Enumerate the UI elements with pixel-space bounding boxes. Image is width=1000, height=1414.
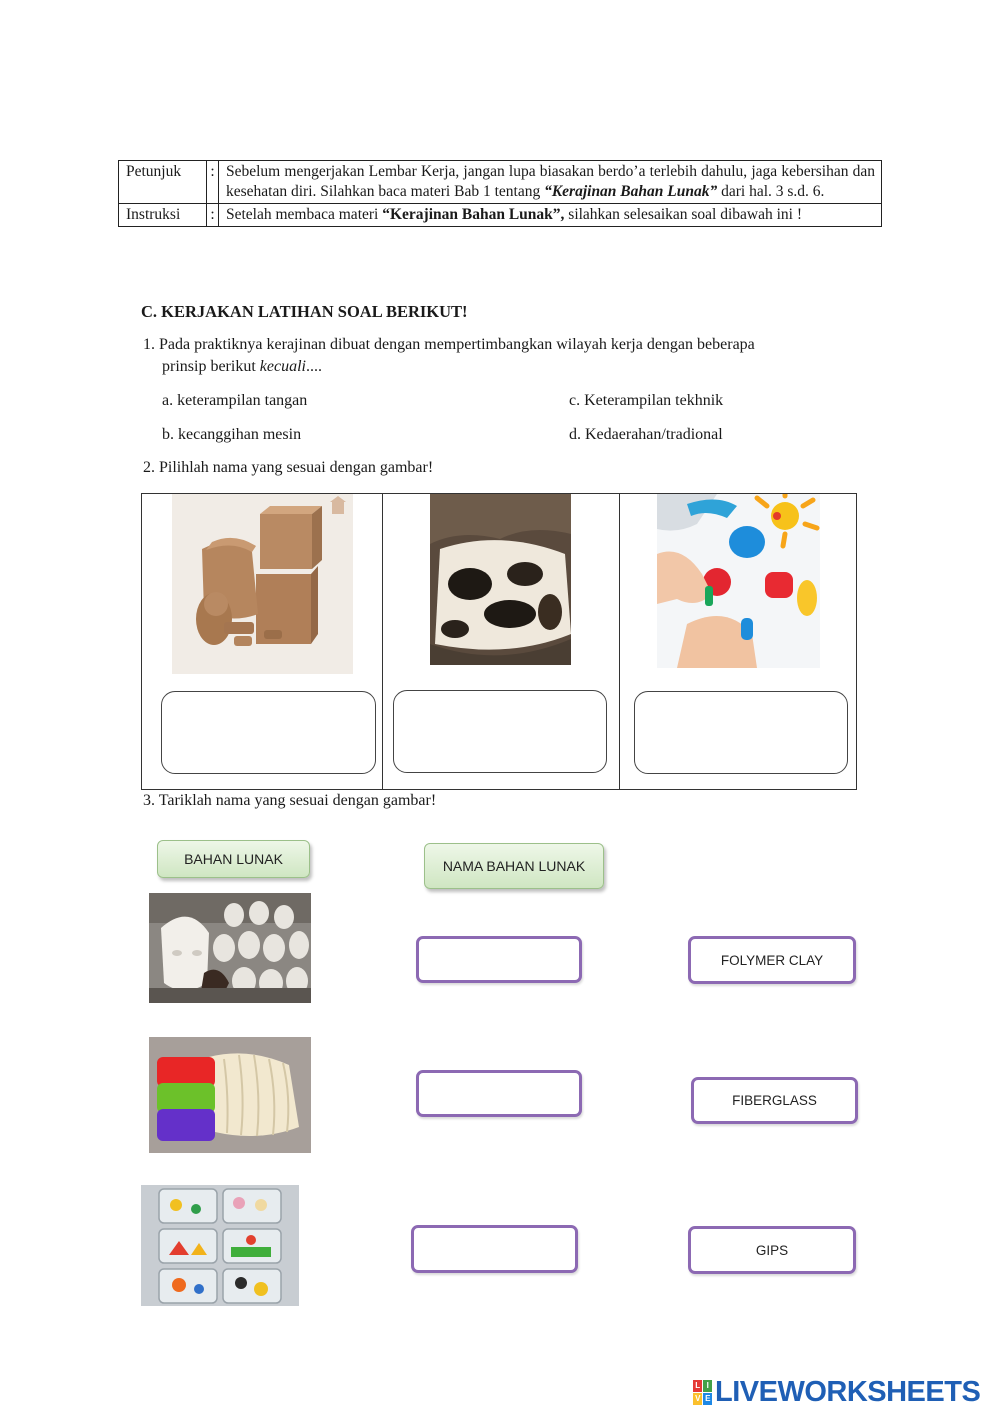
q1-line1: 1. Pada praktiknya kerajinan dibuat dengan mempertimbangkan wilayah kerja dengan beberapa	[143, 336, 755, 353]
instruction-table	[118, 160, 882, 227]
bahan-lunak-header: BAHAN LUNAK	[157, 840, 310, 878]
answer-box-1[interactable]	[161, 691, 376, 774]
option-gips[interactable]: GIPS	[688, 1226, 856, 1274]
instruksi-text: Setelah membaca materi “Kerajinan Bahan Lunak”, silahkan selesaikan soal dibawah ini !	[219, 204, 882, 227]
q1-option-b[interactable]: b. kecanggihan mesin	[162, 426, 302, 443]
leather-hide-image	[430, 494, 571, 665]
answer-box-2[interactable]	[393, 690, 607, 773]
q3-text: 3. Tariklah nama yang sesuai dengan gambar!	[143, 792, 437, 809]
resin-crafts-image	[141, 1185, 299, 1306]
q1-line2: prinsip berikut kecuali....	[162, 358, 322, 375]
answer-drop-1[interactable]	[416, 936, 582, 983]
plaster-masks-image	[149, 893, 311, 1003]
answer-drop-2[interactable]	[416, 1070, 582, 1117]
picture-grid	[141, 493, 857, 790]
clay-blocks-image	[172, 494, 353, 674]
nama-bahan-lunak-header: NAMA BAHAN LUNAK	[424, 843, 604, 889]
answer-drop-3[interactable]	[411, 1225, 578, 1273]
instruksi-row	[119, 204, 882, 227]
logo-mark-icon: L I V E	[693, 1380, 712, 1405]
q1-option-c[interactable]: c. Keterampilan tekhnik	[569, 392, 724, 409]
q2-text: 2. Pilihlah nama yang sesuai dengan gambar!	[143, 459, 434, 476]
q1-option-d[interactable]: d. Kedaerahan/tradional	[569, 426, 723, 443]
option-folymer-clay[interactable]: FOLYMER CLAY	[688, 936, 856, 984]
liveworksheets-logo	[693, 1376, 980, 1409]
petunjuk-text: Sebelum mengerjakan Lembar Kerja, jangan lupa biasakan berdo’a terlebih dahulu, jaga kebersihan dan kesehatan diri. Silahkan baca materi Bab 1 tentang “Kerajinan Bahan Lunak” dari hal. 3 s.d. 6.	[219, 161, 882, 204]
polymer-clay-image	[149, 1037, 311, 1153]
section-heading: C. KERJAKAN LATIHAN SOAL BERIKUT!	[141, 302, 468, 321]
option-fiberglass[interactable]: FIBERGLASS	[691, 1077, 858, 1124]
instruksi-label: Instruksi	[119, 204, 207, 227]
answer-box-3[interactable]	[634, 691, 848, 774]
petunjuk-label: Petunjuk	[119, 161, 207, 204]
divider	[619, 494, 620, 789]
colon: :	[207, 161, 219, 204]
q1-option-a[interactable]: a. keterampilan tangan	[162, 392, 308, 409]
divider	[382, 494, 383, 789]
colon: :	[207, 204, 219, 227]
play-dough-image	[657, 494, 820, 668]
petunjuk-row	[119, 161, 882, 204]
logo-text: LIVEWORKSHEETS	[715, 1376, 981, 1408]
